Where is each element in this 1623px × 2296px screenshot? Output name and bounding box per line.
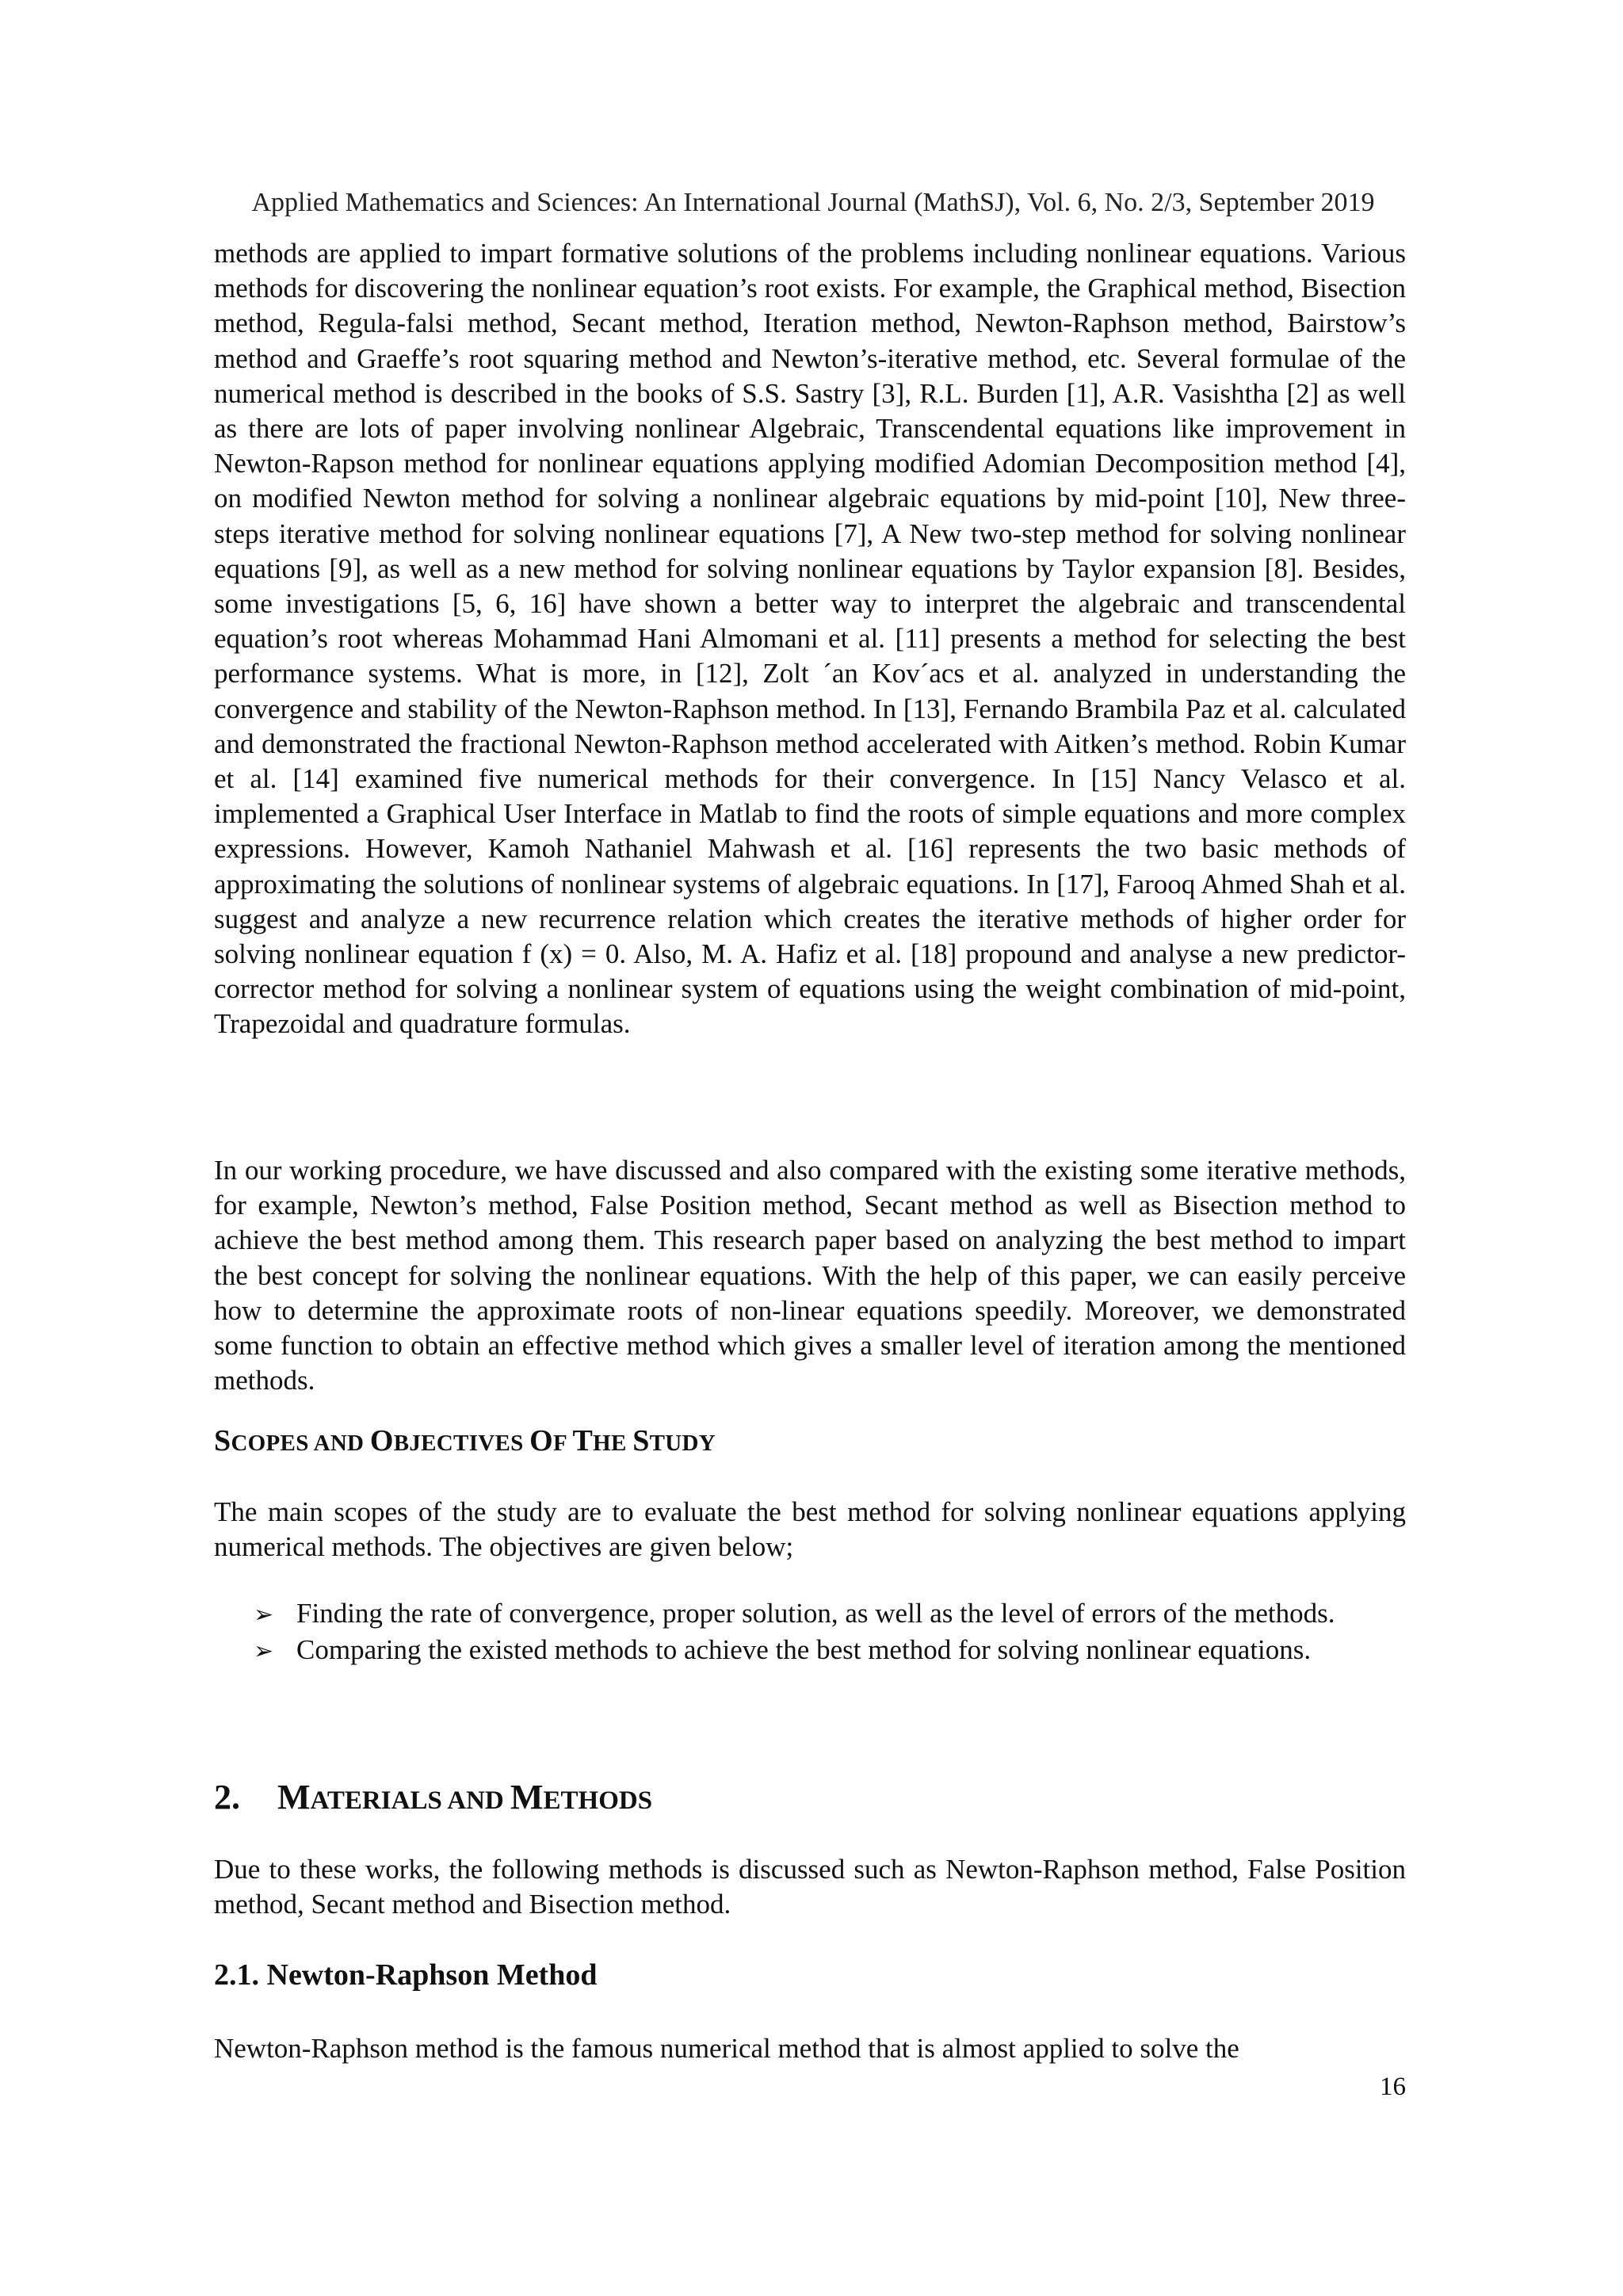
list-item: [254, 1596, 1406, 1633]
section-heading-materials-methods: 2. MATERIALS AND METHODS: [214, 1776, 652, 1822]
subsection-2-1-paragraph: Newton-Raphson method is the famous numerical method that is almost applied to solve the: [214, 2033, 1239, 2064]
arrow-bullet-icon: ➢: [254, 1637, 274, 1666]
scopes-paragraph: The main scopes of the study are to evaluate the best method for solving nonlinear equations applying numerical methods. The objectives are given below;: [214, 1496, 1406, 1563]
section-2-paragraph: Due to these works, the following methods is discussed such as Newton-Raphson method, False Position method, Secant method and Bisection method.: [214, 1854, 1406, 1920]
objectives-list: [254, 1596, 1406, 1669]
arrow-bullet-icon: ➢: [254, 1601, 274, 1629]
body-paragraph-literature-review: methods are applied to impart formative solutions of the problems including nonlinear equations. Various methods for discovering the nonlinear equation’s root exists. For example, the Graphical method, Bisection method, Regula-falsi method, Secant method, Iteration method, Newton-Raphson method, Bairstow’s method and Graeffe’s root squaring method and Newton’s-iterative method, etc. Several formulae of the numerical method is described in the books of S.S. Sastry [3], R.L. Burden [1], A.R. Vasishtha [2] as well as there are lots of paper involving nonlinear Algebraic, Transcendental equations like improvement in Newton-Rapson method for nonlinear equations applying modified Adomian Decomposition method [4], on modified Newton method for solving a nonlinear algebraic equations by mid-point [10], New three-steps iterative method for solving nonlinear equations [7], A New two-step method for solving nonlinear equations [9], as well as a new method for solving nonlinear equations by Taylor expansion [8]. Besides, some investigations [5, 6, 16] have shown a better way to interpret the algebraic and transcendental equation’s root whereas Mohammad Hani Almomani et al. [11] presents a method for selecting the best performance systems. What is more, in [12], Zolt ´an Kov´acs et al. analyzed in understanding the convergence and stability of the Newton-Raphson method. In [13], Fernando Brambila Paz et al. calculated and demonstrated the fractional Newton-Raphson method accelerated with Aitken’s method. Robin Kumar et al. [14] examined five numerical methods for their convergence. In [15] Nancy Velasco et al. implemented a Graphical User Interface in Matlab to find the roots of simple equations and more complex expressions. However, Kamoh Nathaniel Mahwash et al. [16] represents the two basic methods of approximating the solutions of nonlinear systems of algebraic equations. In [17], Farooq Ahmed Shah et al. suggest and analyze a new recurrence relation which creates the iterative methods of higher order for solving nonlinear equation f (x) = 0. Also, M. A. Hafiz et al. [18] propound and analyse a new predictor-corrector method for solving a nonlinear system of equations using the weight combination of mid-point, Trapezoidal and quadrature formulas.: [214, 238, 1406, 1040]
list-item-text: Comparing the existed methods to achieve the best method for solving nonlinear equations.: [296, 1634, 1312, 1666]
list-item: [254, 1633, 1406, 1669]
scopes-heading: SCOPES AND OBJECTIVES OF THE STUDY: [214, 1424, 716, 1457]
section-number: 2.: [214, 1778, 240, 1817]
body-paragraph-working-procedure: In our working procedure, we have discussed and also compared with the existing some iterative methods, for example, Newton’s method, False Position method, Secant method as well as Bisection method to achieve the best method among them. This research paper based on analyzing the best method to impart the best concept for solving the nonlinear equations. With the help of this paper, we can easily perceive how to determine the approximate roots of non-linear equations speedily. Moreover, we demonstrated some function to obtain an effective method which gives a smaller level of iteration among the mentioned methods.: [214, 1155, 1406, 1396]
running-header: Applied Mathematics and Sciences: An International Journal (MathSJ), Vol. 6, No. 2/3, September 2019: [251, 188, 1375, 217]
list-item-text: Finding the rate of convergence, proper solution, as well as the level of errors of the methods.: [296, 1598, 1335, 1629]
page-number: 16: [1380, 2073, 1406, 2101]
subsection-heading-newton-raphson: 2.1. Newton-Raphson Method: [214, 1958, 598, 1992]
